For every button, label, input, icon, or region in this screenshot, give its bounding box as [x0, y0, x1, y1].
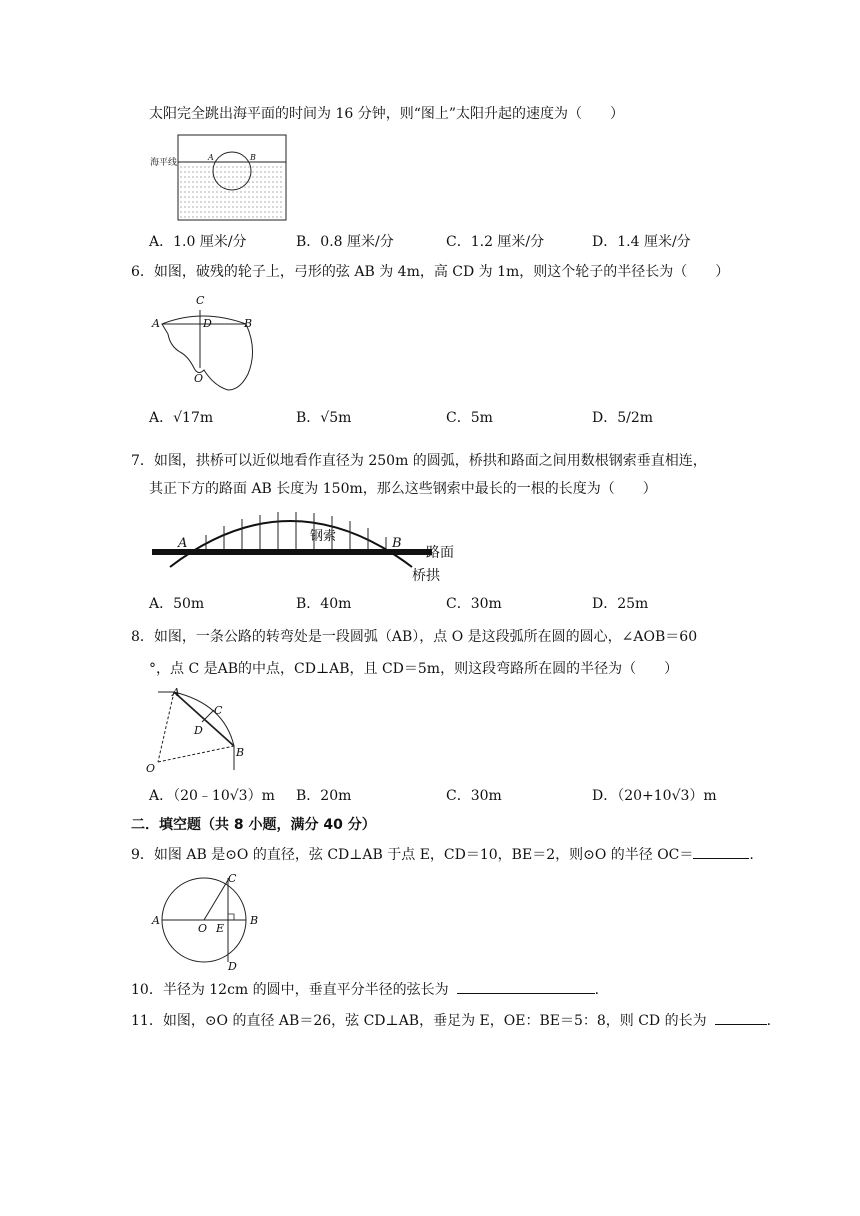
q5-figure — [150, 135, 290, 225]
q7-option-c: C．30m — [446, 596, 502, 612]
q9-label-c: C — [228, 872, 237, 885]
q9-label-d: D — [228, 960, 237, 973]
q5-option-a: A．1.0 厘米/分 — [149, 234, 247, 250]
q6-option-c: C．5m — [446, 410, 493, 426]
q5-stem: 太阳完全跳出海平面的时间为 16 分钟，则“图上”太阳升起的速度为（ ） — [149, 106, 625, 122]
q5-option-c: C．1.2 厘米/分 — [446, 234, 545, 250]
q7-label-b: B — [392, 536, 402, 551]
q8-figure — [144, 684, 254, 776]
q8-option-a: A．（20﹣10√3）m — [149, 788, 275, 804]
q11-answer-blank[interactable] — [715, 1010, 767, 1025]
q10-answer-blank[interactable] — [457, 979, 595, 994]
q7-arch-label: 桥拱 — [412, 568, 440, 584]
q7-option-d: D．25m — [592, 596, 649, 612]
q11-stem-row — [131, 1010, 771, 1031]
q8-option-d: D．（20+10√3）m — [592, 788, 717, 804]
q7-stem-line2: 其正下方的路面 AB 长度为 150m，那么这些钢索中最长的一根的长度为（ ） — [149, 481, 657, 497]
q6-stem: 6．如图，破残的轮子上，弓形的弦 AB 为 4m，高 CD 为 1m，则这个轮子的半径长为（ ） — [131, 264, 730, 280]
q9-label-a: A — [152, 914, 160, 927]
q6-label-b: B — [244, 317, 253, 330]
q10-stem: 10．半径为 12cm 的圆中，垂直平分半径的弦长为 — [131, 982, 449, 998]
q7-road-label: 路面 — [426, 545, 454, 561]
q8-option-c: C．30m — [446, 788, 502, 804]
q6-label-d: D — [203, 317, 212, 330]
q6-label-o: O — [194, 372, 204, 385]
q7-stem-line1: 7．如图，拱桥可以近似地看作直径为 250m 的圆弧，桥拱和路面之间用数根钢索垂直相连， — [131, 453, 707, 469]
q10-stem-row — [131, 979, 599, 1000]
q5-sea-label: 海平线 — [150, 158, 178, 168]
q5-label-b: B — [250, 153, 256, 162]
q7-figure — [150, 505, 470, 585]
q6-option-b: B．√5m — [296, 410, 352, 426]
q10-end: . — [594, 982, 600, 998]
q6-label-c: C — [196, 294, 205, 307]
q9-stem: 9．如图 AB 是⊙O 的直径，弦 CD⊥AB 于点 E，CD＝10，BE＝2，则⊙O 的半径 OC＝ — [131, 847, 694, 863]
q9-label-e: E — [216, 922, 225, 935]
q9-label-b: B — [250, 914, 259, 927]
q6-figure — [148, 290, 258, 400]
q9-stem-row — [131, 844, 754, 865]
q7-option-a: A．50m — [149, 596, 205, 612]
q8-label-o: O — [146, 762, 156, 775]
q9-figure — [150, 870, 270, 972]
q11-end: . — [766, 1013, 772, 1029]
q5-option-d: D．1.4 厘米/分 — [592, 234, 691, 250]
q6-label-a: A — [152, 317, 160, 330]
q7-cable-label: 钢索 — [310, 529, 337, 544]
section-heading: 二．填空题（共 8 小题，满分 40 分） — [131, 817, 376, 833]
q8-label-a: A — [172, 686, 180, 699]
q8-option-b: B．20m — [296, 788, 352, 804]
q11-stem: 11．如图，⊙O 的直径 AB＝26，弦 CD⊥AB，垂足为 E，OE：BE＝5：8，则 CD 的长为 — [131, 1013, 707, 1029]
q7-label-a: A — [178, 536, 188, 551]
q5-label-a: A — [208, 153, 214, 162]
q8-label-b: B — [236, 746, 245, 759]
q7-option-b: B．40m — [296, 596, 352, 612]
q5-option-b: B．0.8 厘米/分 — [296, 234, 394, 250]
q9-end: . — [749, 847, 754, 863]
q6-option-d: D．5/2m — [592, 410, 654, 426]
q9-answer-blank[interactable] — [693, 844, 749, 859]
q9-label-o: O — [198, 922, 208, 935]
q8-stem-line1: 8．如图，一条公路的转弯处是一段圆弧（AB），点 O 是这段弧所在圆的圆心，∠AOB＝60 — [131, 629, 698, 645]
q8-stem-line2: °，点 C 是AB的中点，CD⊥AB，且 CD＝5m，则这段弯路所在圆的半径为（ ） — [149, 661, 679, 677]
q8-label-d: D — [194, 724, 203, 737]
q6-option-a: A．√17m — [149, 410, 214, 426]
q8-label-c: C — [214, 704, 223, 717]
